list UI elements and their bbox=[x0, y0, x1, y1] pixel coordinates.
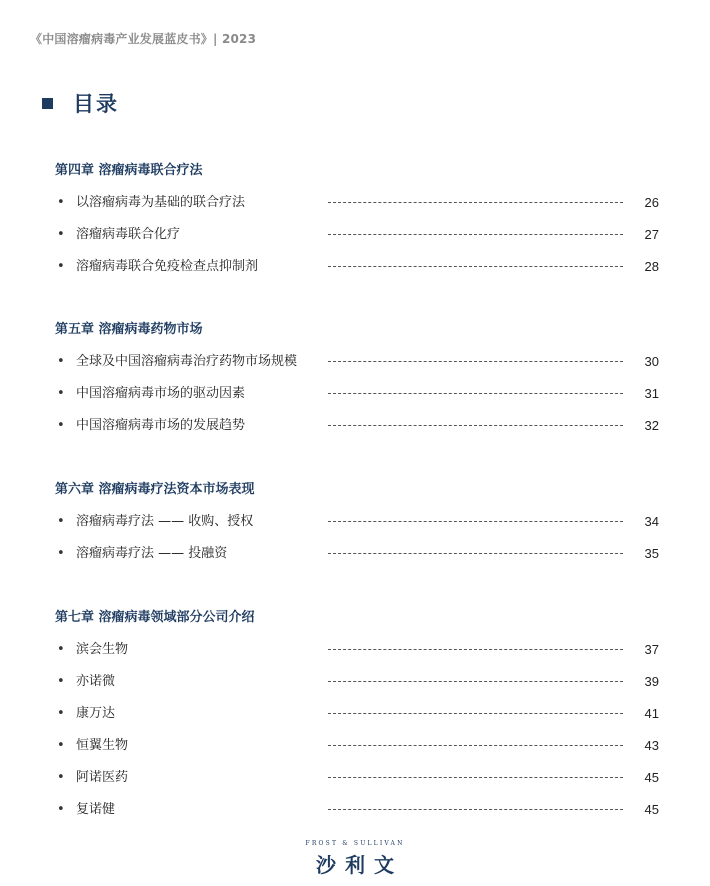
chapter-section bbox=[55, 320, 665, 442]
dot-leader bbox=[328, 553, 623, 554]
dot-leader bbox=[328, 809, 623, 810]
toc-entry-label: 滨会生物 bbox=[76, 642, 129, 657]
bullet: • bbox=[57, 802, 65, 817]
toc-entry[interactable] bbox=[55, 698, 665, 730]
chapter-heading[interactable]: 第五章 溶瘤病毒药物市场 bbox=[55, 322, 203, 337]
toc-entry-label: 复诺健 bbox=[76, 802, 116, 817]
toc-entry[interactable] bbox=[55, 666, 665, 698]
page-number: 27 bbox=[644, 227, 659, 242]
bullet: • bbox=[57, 386, 65, 401]
dot-leader bbox=[328, 521, 623, 522]
toc-entry-label: 中国溶瘤病毒市场的驱动因素 bbox=[76, 386, 246, 401]
bullet: • bbox=[57, 674, 65, 689]
running-header: 《中国溶瘤病毒产业发展蓝皮书》| 2023 bbox=[30, 32, 257, 46]
toc-entry[interactable] bbox=[55, 762, 665, 794]
toc-entry[interactable] bbox=[55, 794, 665, 826]
logo-chinese-text: 沙利文 bbox=[316, 853, 403, 877]
bullet: • bbox=[57, 770, 65, 785]
bullet: • bbox=[57, 546, 65, 561]
chapter-section bbox=[55, 480, 665, 570]
dot-leader bbox=[328, 234, 623, 235]
page-number: 26 bbox=[644, 195, 659, 210]
page-number: 45 bbox=[644, 770, 659, 785]
bullet: • bbox=[57, 418, 65, 433]
toc-entry-label: 溶瘤病毒疗法 —— 投融资 bbox=[76, 546, 228, 561]
toc-entry[interactable] bbox=[55, 378, 665, 410]
page-number: 31 bbox=[644, 386, 659, 401]
dot-leader bbox=[328, 266, 623, 267]
chapter-heading[interactable]: 第六章 溶瘤病毒疗法资本市场表现 bbox=[55, 482, 255, 497]
page-number: 28 bbox=[644, 259, 659, 274]
toc-entry[interactable] bbox=[55, 187, 665, 219]
bullet: • bbox=[57, 195, 65, 210]
page-number: 34 bbox=[644, 514, 659, 529]
chapter-section bbox=[55, 608, 665, 826]
toc-entry-label: 以溶瘤病毒为基础的联合疗法 bbox=[76, 195, 246, 210]
bullet: • bbox=[57, 354, 65, 369]
chapter-entries bbox=[55, 346, 665, 442]
toc-entry[interactable] bbox=[55, 346, 665, 378]
toc-entry-label: 亦诺微 bbox=[76, 674, 116, 689]
dot-leader bbox=[328, 202, 623, 203]
toc-title-text: 目录 bbox=[73, 92, 119, 116]
page-number: 37 bbox=[644, 642, 659, 657]
bullet: • bbox=[57, 227, 65, 242]
page-number: 35 bbox=[644, 546, 659, 561]
toc-entry[interactable] bbox=[55, 251, 665, 283]
page-number: 32 bbox=[644, 418, 659, 433]
bullet: • bbox=[57, 706, 65, 721]
chapter-heading[interactable]: 第四章 溶瘤病毒联合疗法 bbox=[55, 163, 203, 178]
bullet: • bbox=[57, 738, 65, 753]
toc-entry-label: 溶瘤病毒联合化疗 bbox=[76, 227, 181, 242]
toc-entry[interactable] bbox=[55, 730, 665, 762]
dot-leader bbox=[328, 681, 623, 682]
toc-entry[interactable] bbox=[55, 410, 665, 442]
dot-leader bbox=[328, 649, 623, 650]
title-square-marker bbox=[42, 98, 53, 109]
page-number: 39 bbox=[644, 674, 659, 689]
page-number: 41 bbox=[644, 706, 659, 721]
toc-entry-label: 全球及中国溶瘤病毒治疗药物市场规模 bbox=[76, 354, 298, 369]
chapter-heading[interactable]: 第七章 溶瘤病毒领域部分公司介绍 bbox=[55, 610, 255, 625]
toc-entry-label: 恒翼生物 bbox=[76, 738, 129, 753]
dot-leader bbox=[328, 777, 623, 778]
dot-leader bbox=[328, 713, 623, 714]
dot-leader bbox=[328, 425, 623, 426]
chapter-section bbox=[55, 161, 665, 283]
logo-english-text: FROST & SULLIVAN bbox=[305, 840, 405, 847]
dot-leader bbox=[328, 361, 623, 362]
frost-sullivan-logo bbox=[294, 840, 416, 878]
dot-leader bbox=[328, 745, 623, 746]
toc-entry-label: 中国溶瘤病毒市场的发展趋势 bbox=[76, 418, 246, 433]
dot-leader bbox=[328, 393, 623, 394]
chapter-entries bbox=[55, 187, 665, 283]
toc-entry-label: 溶瘤病毒联合免疫检查点抑制剂 bbox=[76, 259, 259, 274]
bullet: • bbox=[57, 642, 65, 657]
toc-entry[interactable] bbox=[55, 506, 665, 538]
toc-entry[interactable] bbox=[55, 538, 665, 570]
page-number: 43 bbox=[644, 738, 659, 753]
toc-title bbox=[42, 88, 119, 118]
bullet: • bbox=[57, 514, 65, 529]
chapter-entries bbox=[55, 506, 665, 570]
toc-entry-label: 溶瘤病毒疗法 —— 收购、授权 bbox=[76, 514, 254, 529]
page-number: 45 bbox=[644, 802, 659, 817]
bullet: • bbox=[57, 259, 65, 274]
toc-entry-label: 阿诺医药 bbox=[76, 770, 129, 785]
toc-entry[interactable] bbox=[55, 219, 665, 251]
page-number: 30 bbox=[644, 354, 659, 369]
toc-entry[interactable] bbox=[55, 634, 665, 666]
toc-entry-label: 康万达 bbox=[76, 706, 116, 721]
chapter-entries bbox=[55, 634, 665, 826]
